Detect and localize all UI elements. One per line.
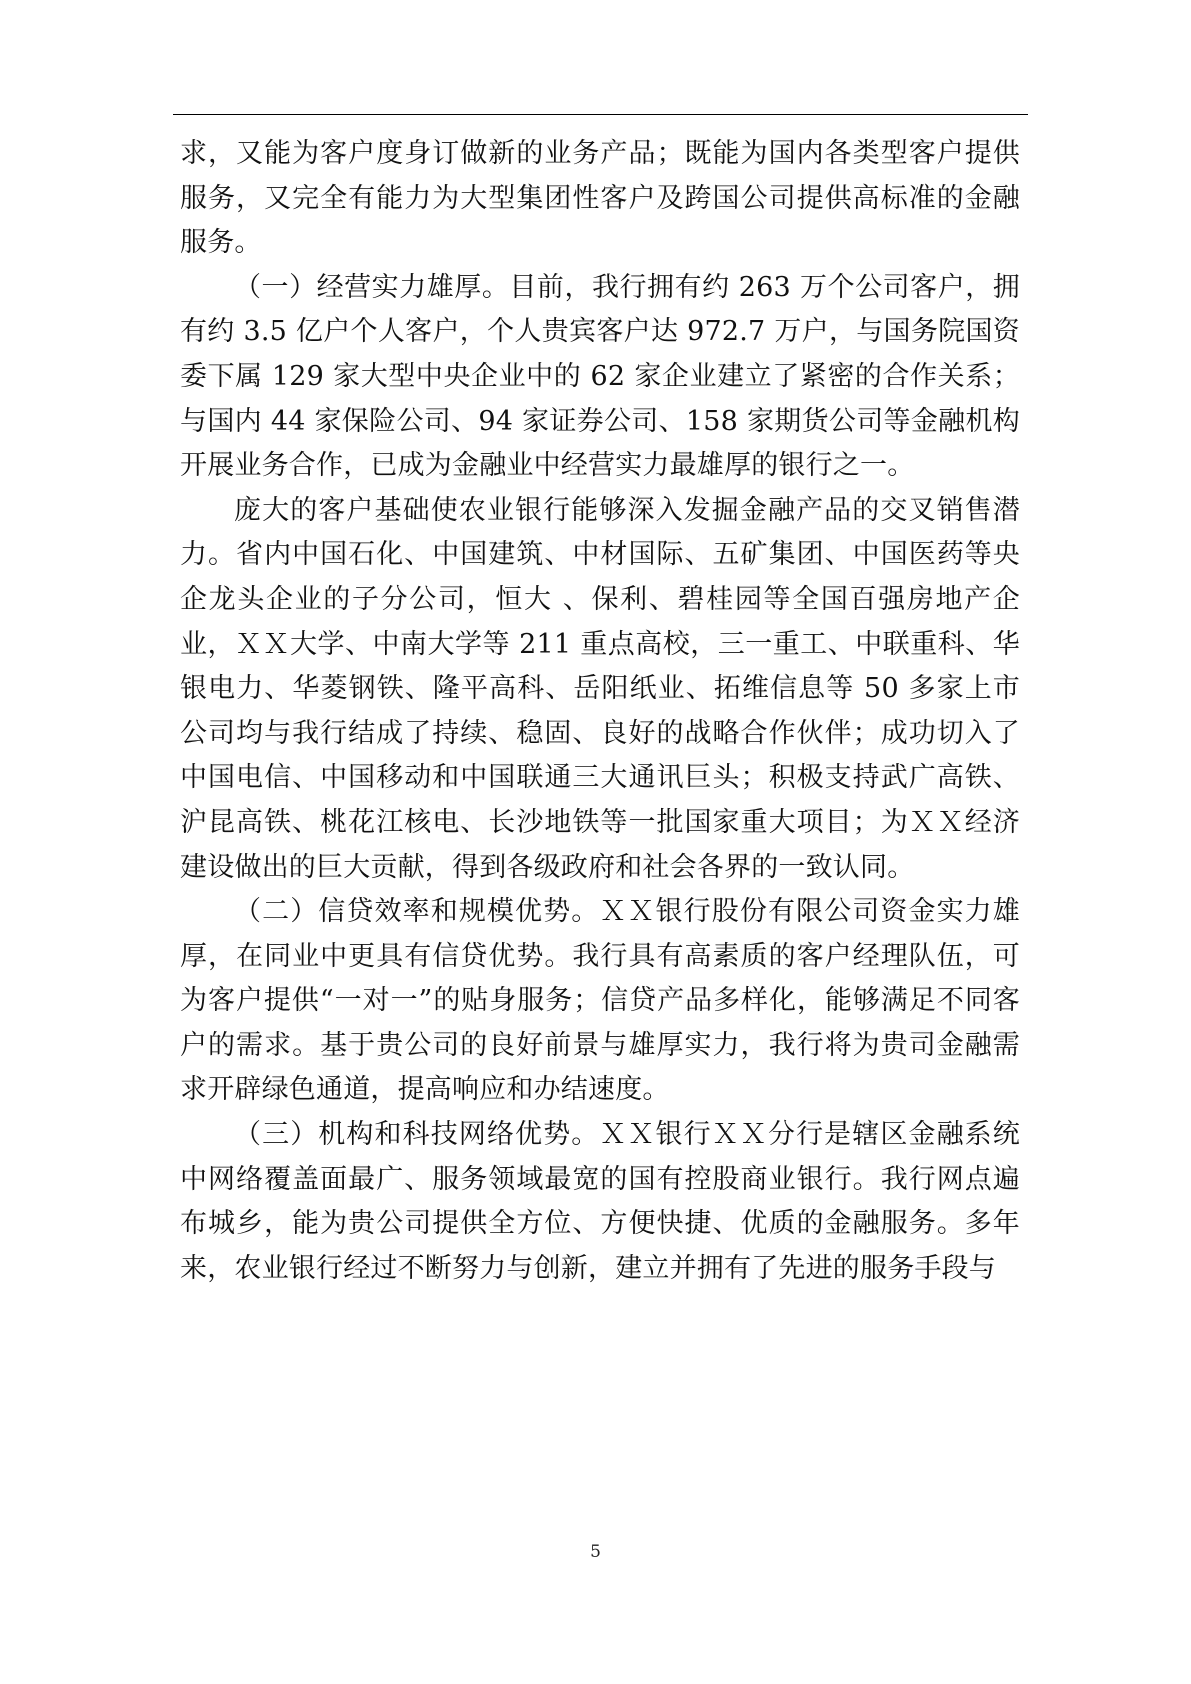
paragraph-continuation: 求，又能为客户度身订做新的业务产品；既能为国内各类型客户提供服务，又完全有能力为大型集团性客户及跨国公司提供高标准的金融服务。 (180, 138, 1020, 259)
header-rule (173, 114, 1028, 115)
paragraph-business-strength: （一）经营实力雄厚。目前，我行拥有约 263 万个公司客户，拥有约 3.5 亿户个人客户，个人贵宾客户达 972.7 万户，与国务院国资委下属 129 家大型中央企业中的 62 家企业建立了紧密的合作关系；与国内 44 家保险公司、94 家证券公司、158 家期货公司等金融机构开展业务合作，已成为金融业中经营实力最雄厚的银行之一。 (180, 271, 1020, 482)
body-text (180, 132, 1020, 1291)
paragraph-customer-base: 庞大的客户基础使农业银行能够深入发掘金融产品的交叉销售潜力。省内中国石化、中国建筑、中材国际、五矿集团、中国医药等央企龙头企业的子分公司，恒大 、保利、碧桂园等全国百强房地产企业，ＸＸ大学、中南大学等 211 重点高校，三一重工、中联重科、华银电力、华菱钢铁、隆平高科、岳阳纸业、拓维信息等 50 多家上市公司均与我行结成了持续、稳固、良好的战略合作伙伴；成功切入了中国电信、中国移动和中国联通三大通讯巨头；积极支持武广高铁、沪昆高铁、桃花江核电、长沙地铁等一批国家重大项目；为ＸＸ经济建设做出的巨大贡献，得到各级政府和社会各界的一致认同。 (180, 494, 1020, 883)
paragraph-credit-advantage: （二）信贷效率和规模优势。ＸＸ银行股份有限公司资金实力雄厚，在同业中更具有信贷优势。我行具有高素质的客户经理队伍，可为客户提供“一对一”的贴身服务；信贷产品多样化，能够满足不同客户的需求。基于贵公司的良好前景与雄厚实力，我行将为贵司金融需求开辟绿色通道，提高响应和办结速度。 (180, 896, 1020, 1106)
page-number: 5 (590, 1542, 601, 1562)
paragraph-network-advantage: （三）机构和科技网络优势。ＸＸ银行ＸＸ分行是辖区金融系统中网络覆盖面最广、服务领域最宽的国有控股商业银行。我行网点遍布城乡，能为贵公司提供全方位、方便快捷、优质的金融服务。多年来，农业银行经过不断努力与创新，建立并拥有了先进的服务手段与 (180, 1119, 1020, 1284)
